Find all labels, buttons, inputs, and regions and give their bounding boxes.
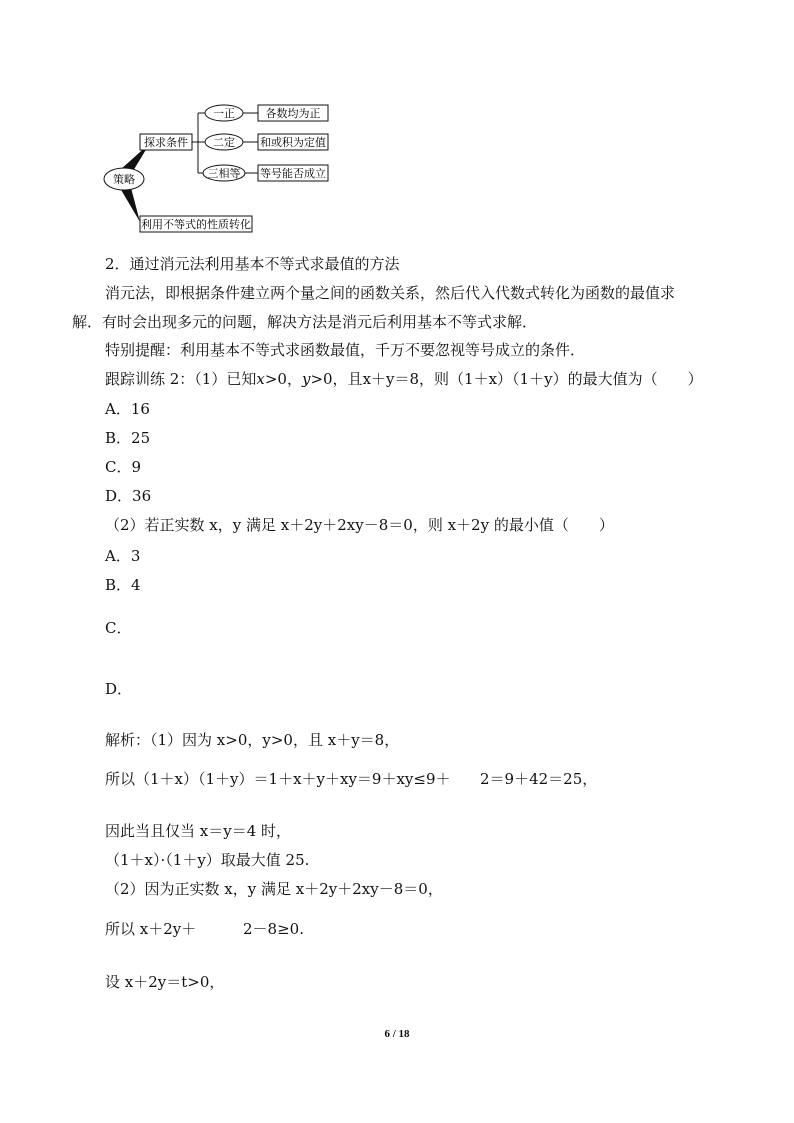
question-1-option-a: A．16 xyxy=(105,400,150,418)
branch-top-label: 探求条件 xyxy=(144,136,188,149)
solution-line-3: 因此当且仅当 x＝y＝4 时， xyxy=(105,822,292,840)
solution-line-7: 设 x＋2y＝t>0， xyxy=(105,973,225,991)
condition-name-3: 三相等 xyxy=(207,167,241,180)
root-label: 策略 xyxy=(113,173,135,186)
question-1-cond-2: >0，且 xyxy=(310,370,363,388)
condition-name-1: 一正 xyxy=(213,107,235,120)
solution-line-2b: 2＝9＋42＝25， xyxy=(480,770,598,788)
question-2: （2）若正实数 x，y 满足 x＋2y＋2xy－8＝0，则 x＋2y 的最小值（ ） xyxy=(105,516,614,534)
question-1-cond-1: >0， xyxy=(264,370,302,388)
question-2-option-c: C． xyxy=(105,619,132,637)
page-number: 6 / 18 xyxy=(384,1028,410,1040)
tip-text: 特别提醒：利用基本不等式求函数最值，千万不要忽视等号成立的条件． xyxy=(105,341,586,359)
paragraph-line-2: 解．有时会出现多元的问题，解决方法是消元后利用基本不等式求解． xyxy=(72,313,538,331)
question-1-prefix: 跟踪训练 2：（1）已知 xyxy=(105,370,257,388)
question-1 xyxy=(105,368,703,389)
condition-name-2: 二定 xyxy=(213,136,235,149)
branch-bottom-label: 利用不等式的性质转化 xyxy=(141,218,251,231)
question-2-option-a: A．3 xyxy=(105,547,141,565)
question-1-sum: x＋y＝8， xyxy=(362,370,435,388)
question-1-option-c: C．9 xyxy=(105,458,142,476)
question-1-var-y: y xyxy=(301,370,311,388)
solution-line-1: 解析：（1）因为 x>0，y>0，且 x＋y＝8， xyxy=(105,731,400,749)
solution-line-6b: 2－8≥0. xyxy=(243,920,304,938)
connector-bracket xyxy=(192,113,205,173)
solution-line-2a: 所以（1＋x）（1＋y）＝1＋x＋y＋xy＝9＋xy≤9＋ xyxy=(105,770,451,788)
solution-line-4: （1＋x）·（1＋y）取最大值 25. xyxy=(105,851,310,869)
condition-meaning-3: 等号能否成立 xyxy=(260,167,326,180)
meaning-connectors xyxy=(243,113,258,173)
strategy-diagram xyxy=(0,0,794,240)
paragraph-line-1: 消元法，即根据条件建立两个量之间的函数关系，然后代入代数式转化为函数的最值求 xyxy=(105,284,676,302)
solution-line-6a: 所以 x＋2y＋ xyxy=(105,920,197,938)
section-heading: 2．通过消元法利用基本不等式求最值的方法 xyxy=(105,255,400,273)
question-1-option-d: D．36 xyxy=(105,487,152,505)
condition-meaning-2: 和或积为定值 xyxy=(260,136,326,149)
question-2-option-d: D． xyxy=(105,680,133,698)
question-2-option-b: B．4 xyxy=(105,576,141,594)
question-1-option-b: B．25 xyxy=(105,429,151,447)
question-1-var-x: x xyxy=(256,370,265,388)
question-1-rest: 则（1＋x）（1＋y）的最大值为（ ） xyxy=(434,370,703,388)
condition-meaning-1: 各数均为正 xyxy=(265,107,321,120)
solution-line-5: （2）因为正实数 x，y 满足 x＋2y＋2xy－8＝0， xyxy=(105,880,443,898)
